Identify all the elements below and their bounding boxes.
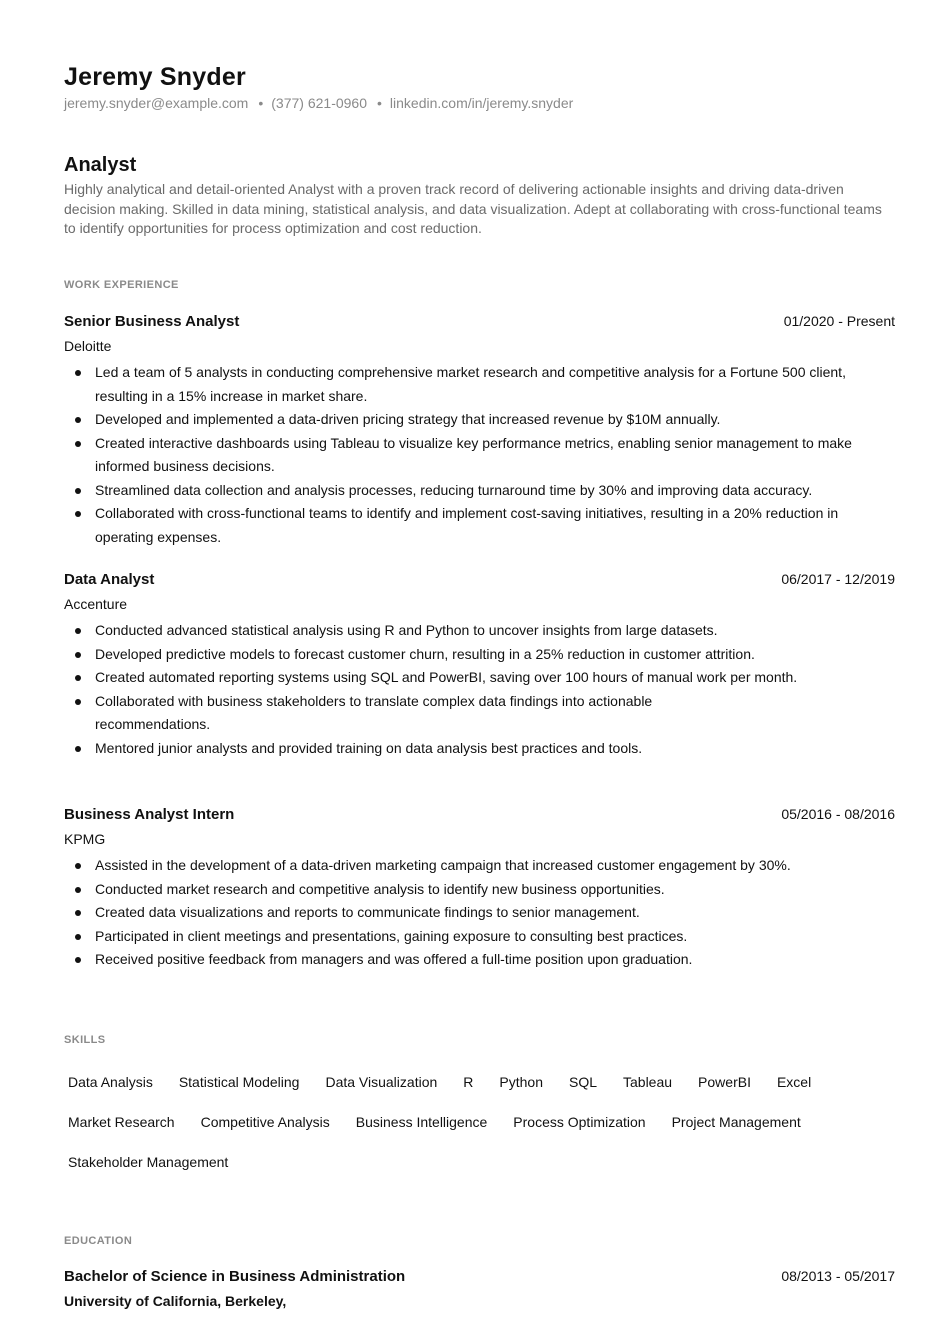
bullet-icon [75,746,81,752]
section-title-work: WORK EXPERIENCE [64,279,179,291]
job-company: Accenture [64,596,128,612]
bullet-text: Conducted market research and competitive analysis to identify new business opportunities. [95,880,665,897]
bullet-icon [75,370,81,376]
bullet-text: Led a team of 5 analysts in conducting comprehensive market research and competitive analysis for a Fortune 500 client, resulting in a 15% increase in market share. [95,364,846,404]
summary-text: Highly analytical and detail-oriented Analyst with a proven track record of delivering actionable insights and driving data-driven decision making. Skilled in data mining, statistical analysis, and data visualization. Adept at collaborating with cross-functional teams to identify opportunities for process optimization and cost reduction. [64,181,882,236]
job-entry [64,313,895,549]
list-item [64,901,855,925]
job-entry [64,806,895,972]
bullet-icon [75,511,81,517]
list-item [64,690,735,737]
education-dates: 08/2013 - 05/2017 [781,1268,895,1284]
bullet-icon [75,887,81,893]
job-bullets [64,361,895,549]
list-item [64,854,825,878]
bullet-icon [75,699,81,705]
skill-tag: PowerBI [698,1074,751,1090]
bullet-text: Mentored junior analysts and provided training on data analysis best practices and tools. [95,739,643,756]
skill-tag: Competitive Analysis [200,1114,330,1130]
bullet-text: Created data visualizations and reports to communicate findings to senior management. [95,904,640,920]
job-company: Deloitte [64,338,112,354]
bullet-text: Conducted advanced statistical analysis using R and Python to uncover insights from large datasets. [95,622,718,638]
list-item [64,643,835,667]
skill-tag: Market Research [68,1114,175,1130]
bullet-text: Participated in client meetings and presentations, gaining exposure to consulting best practices. [95,927,688,944]
phone-number[interactable]: (377) 621-0960 [271,95,368,111]
bullet-icon [75,675,81,681]
bullet-text: Streamlined data collection and analysis processes, reducing turnaround time by 30% and improving data accuracy. [95,481,813,498]
job-bullets [64,619,895,760]
skill-tag: Data Analysis [68,1074,153,1090]
bullet-text: Received positive feedback from managers and was offered a full-time position upon graduation. [95,951,693,967]
linkedin-link[interactable]: linkedin.com/in/jeremy.snyder [389,95,574,111]
job-dates: 06/2017 - 12/2019 [781,571,895,587]
separator-dot: • [258,95,264,111]
bullet-icon [75,957,81,963]
bullet-icon [75,628,81,634]
skill-tag: Excel [776,1074,812,1090]
bullet-icon [75,934,81,940]
list-item [64,925,855,949]
list-item [64,948,855,972]
job-entry [64,571,895,760]
bullet-text: Created automated reporting systems using SQL and PowerBI, saving over 100 hours of manual work per month. [95,669,798,685]
job-title: Senior Business Analyst [64,313,240,330]
bullet-text: Assisted in the development of a data-driven marketing campaign that increased customer engagement by 30%. [95,857,791,873]
bullet-icon [75,910,81,916]
bullet-text: Developed and implemented a data-driven pricing strategy that increased revenue by $10M annually. [95,411,721,427]
email-link[interactable]: jeremy.snyder@example.com [64,95,249,111]
section-title-education: EDUCATION [64,1235,133,1247]
skill-tag: R [463,1074,474,1090]
degree-title: Bachelor of Science in Business Administration [64,1268,406,1285]
job-company: KPMG [64,831,106,847]
skill-tag: SQL [568,1074,597,1090]
list-item [64,666,805,690]
job-dates: 05/2016 - 08/2016 [781,806,895,822]
bullet-icon [75,441,81,447]
skill-tag: Data Visualization [325,1074,438,1090]
skill-tag: Tableau [623,1074,673,1090]
list-item [64,361,855,408]
job-dates: 01/2020 - Present [783,313,895,329]
skill-tag: Business Intelligence [355,1114,488,1130]
bullet-text: Developed predictive models to forecast customer churn, resulting in a 25% reduction in customer attrition. [95,645,755,662]
candidate-name: Jeremy Snyder [64,63,246,91]
job-title: Data Analyst [64,571,155,588]
list-item [64,479,895,503]
education-entry [64,1268,895,1312]
skill-tag: Python [499,1074,543,1090]
bullet-text: Collaborated with business stakeholders to translate complex data findings into actionable recommendations. [95,692,653,732]
separator-dot: • [377,95,382,111]
bullet-icon [75,652,81,658]
list-item [64,878,855,902]
list-item [64,737,855,761]
job-title: Business Analyst Intern [64,806,235,823]
list-item [64,502,855,549]
list-item [64,432,855,479]
skills-row [64,1142,894,1182]
skills-list [64,1062,894,1182]
skill-tag: Process Optimization [513,1114,646,1130]
bullet-icon [75,488,81,494]
bullet-icon [75,417,81,423]
job-bullets [64,854,895,972]
skills-row [64,1102,894,1142]
skill-tag: Statistical Modeling [178,1074,300,1090]
section-title-skills: SKILLS [64,1034,106,1046]
skill-tag: Project Management [671,1114,801,1130]
skills-row [64,1062,894,1102]
list-item [64,408,855,432]
headline-title: Analyst [64,154,137,176]
bullet-icon [75,863,81,869]
bullet-text: Created interactive dashboards using Tableau to visualize key performance metrics, enabling senior management to make informed business decisions. [95,434,852,474]
contact-line [64,95,573,111]
skill-tag: Stakeholder Management [68,1154,229,1170]
school-name: University of California, Berkeley, [64,1293,287,1309]
bullet-text: Collaborated with cross-functional teams to identify and implement cost-saving initiatives, resulting in a 20% reduction in operating expenses. [95,505,839,545]
list-item [64,619,855,643]
